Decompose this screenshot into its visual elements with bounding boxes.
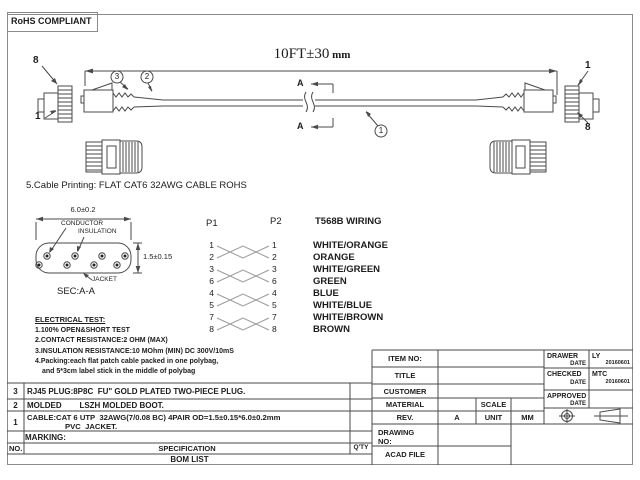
section-title: SEC:A-A — [57, 286, 96, 297]
p1-pin: 2 — [209, 252, 214, 262]
wiring-p2-header: P2 — [270, 216, 282, 227]
conductor-label: CONDUCTOR — [61, 220, 104, 227]
rohs-compliant-label: RoHS COMPLIANT — [11, 16, 92, 26]
right-plug-top-view — [490, 140, 546, 174]
insulation-label: INSULATION — [78, 228, 117, 235]
left-connector-face — [38, 66, 72, 122]
wire-color: GREEN — [313, 276, 347, 287]
acad-file-label: ACAD FILE — [385, 450, 425, 459]
callout-3-number: 3 — [114, 72, 120, 81]
drawing-no-label: DRAWING NO: — [378, 428, 415, 447]
projection-target-icon — [559, 409, 575, 423]
p1-pin: 5 — [209, 300, 214, 310]
p1-pin: 7 — [209, 312, 214, 322]
wiring-p1-header: P1 — [206, 218, 218, 229]
section-height-dim: 1.5±0.15 — [143, 252, 173, 261]
projection-cone-icon — [594, 409, 628, 423]
unit-label: UNIT — [484, 413, 503, 422]
wiring-twist-lines — [217, 246, 269, 330]
right-pin1-label: 1 — [585, 60, 591, 71]
left-pin1-label: 1 — [35, 111, 41, 122]
length-dimension-lines — [85, 69, 557, 95]
length-value: 10FT±30 — [273, 46, 330, 62]
test-note: 3.INSULATION RESISTANCE:10 MOhm (MIN) DC 300V/10mS — [35, 348, 234, 355]
checked-date-value: 20160601 — [605, 379, 630, 385]
test-note: 1.100% OPEN&SHORT TEST — [35, 327, 130, 334]
bom-header-specification: SPECIFICATION — [158, 444, 216, 453]
test-note: 4.Packing:each flat patch cable packed in one polybag, — [35, 358, 219, 365]
p2-pin: 6 — [272, 276, 277, 286]
length-unit: mm — [329, 49, 351, 61]
callout-2-number: 2 — [144, 72, 150, 81]
rev-label: REV. — [396, 413, 414, 422]
bom-row-no: 1 — [13, 418, 18, 427]
p2-pin: 7 — [272, 312, 277, 322]
wire-color: BROWN — [313, 324, 350, 335]
p1-pin: 1 — [209, 240, 214, 250]
wiring-standard-title: T568B WIRING — [315, 216, 382, 227]
left-plug-top-view — [86, 140, 142, 174]
test-note: and 5*3cm label stick in the middle of polybag — [42, 368, 196, 375]
approved-date-label: DATE — [570, 401, 586, 407]
cable-printing-note: 5.Cable Printing: FLAT CAT6 32AWG CABLE ROHS — [26, 180, 247, 191]
customer-label: CUSTOMER — [383, 387, 427, 396]
callout-1-number: 1 — [378, 126, 384, 135]
electrical-test-title: ELECTRICAL TEST: — [35, 315, 106, 324]
p2-pin: 1 — [272, 240, 277, 250]
checked-name-value: MTC — [592, 371, 608, 378]
scale-label: SCALE — [480, 400, 507, 409]
section-mark-a-top: A — [297, 78, 304, 88]
wire-color: WHITE/GREEN — [313, 264, 381, 275]
checked-label: CHECKED — [547, 371, 582, 378]
bom-row-no: 2 — [13, 401, 18, 410]
wire-color: BLUE — [313, 288, 339, 299]
wire-color: WHITE/BLUE — [313, 300, 373, 311]
rev-value: A — [454, 413, 460, 422]
drawer-date-value: 20160601 — [605, 360, 630, 366]
drawer-label: DRAWER — [547, 353, 579, 360]
drawer-date-label: DATE — [570, 361, 586, 367]
checked-date-label: DATE — [570, 380, 586, 386]
wire-color: WHITE/ORANGE — [313, 240, 388, 251]
p2-pin: 4 — [272, 288, 277, 298]
bom-header-qty: Q'TY — [353, 444, 369, 451]
bom-row-spec-line2: PVC JACKET. — [65, 422, 118, 431]
test-note: 2.CONTACT RESISTANCE:2 OHM (MAX) — [35, 337, 168, 344]
right-connector-face — [565, 71, 599, 123]
p2-pin: 5 — [272, 300, 277, 310]
right-pin8-label: 8 — [585, 122, 591, 133]
p1-pin: 8 — [209, 324, 214, 334]
bom-row-spec: MOLDED LSZH MOLDED BOOT. — [27, 401, 164, 410]
approved-label: APPROVED — [547, 393, 587, 400]
p2-pin: 3 — [272, 264, 277, 274]
section-width-dim: 6.0±0.2 — [70, 205, 96, 214]
jacket-label: JACKET — [92, 276, 117, 283]
bom-row-spec-line1: CABLE:CAT 6 UTP 32AWG(7/0.08 BC) 4PAIR OD=1.5±0.15*6.0±0.2mm — [27, 413, 281, 422]
cable-length-dimension — [262, 47, 362, 62]
bom-row-spec: RJ45 PLUG:8P8C FU" GOLD PLATED TWO-PIECE PLUG. — [27, 387, 246, 396]
bom-list-title: BOM LIST — [170, 455, 209, 464]
left-pin8-label: 8 — [33, 55, 39, 66]
p1-pin: 3 — [209, 264, 214, 274]
bom-row-no: 3 — [13, 387, 18, 396]
p2-pin: 8 — [272, 324, 277, 334]
flat-cable — [163, 92, 476, 112]
section-mark-a-bottom: A — [297, 121, 304, 131]
drawer-name-value: LY — [592, 353, 601, 360]
p2-pin: 2 — [272, 252, 277, 262]
wire-color: ORANGE — [313, 252, 355, 263]
material-label: MATERIAL — [385, 400, 425, 409]
right-plug-side-view — [476, 83, 556, 112]
item-no-label: ITEM NO: — [388, 354, 422, 363]
title-label: TITLE — [394, 371, 416, 380]
unit-value: MM — [521, 413, 534, 422]
bom-marking-row: MARKING: — [25, 433, 66, 442]
p1-pin: 6 — [209, 276, 214, 286]
bom-header-no: NO. — [9, 444, 23, 453]
wire-color: WHITE/BROWN — [313, 312, 384, 323]
p1-pin: 4 — [209, 288, 214, 298]
sheet-frame — [8, 13, 633, 465]
